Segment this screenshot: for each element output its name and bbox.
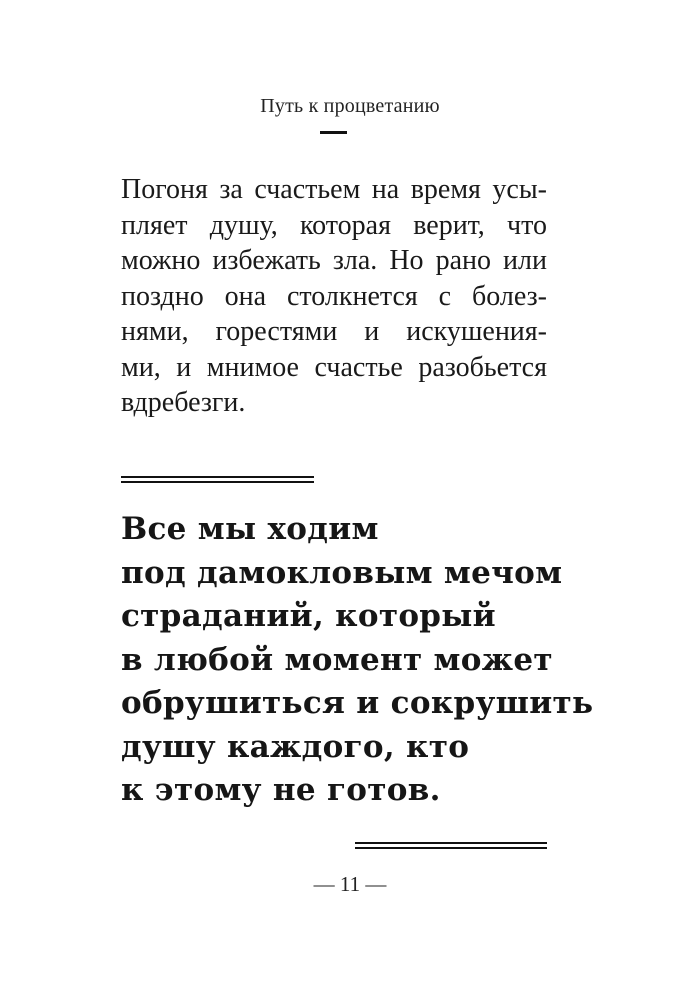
paragraph-line: вдребезги. — [121, 387, 246, 418]
pull-quote — [121, 508, 594, 813]
quote-line: в любой момент может — [121, 641, 553, 678]
quote-rule-bottom — [355, 842, 547, 849]
running-head-rule — [320, 131, 347, 134]
page-number: — 11 — — [313, 872, 387, 896]
quote-line: Все мы ходим — [121, 511, 379, 547]
running-head: Путь к процветанию — [260, 95, 440, 117]
quote-line: душу каждого, кто — [121, 728, 470, 765]
paragraph-line: пляет душу, которая верит, что — [121, 209, 547, 241]
paragraph-line: ми, и мнимое счастье разобьется — [121, 351, 547, 383]
quote-line: обрушиться и сокрушить — [121, 685, 594, 721]
quote-line: к этому не готов. — [121, 772, 441, 808]
paragraph-line: можно избежать зла. Но рано или — [121, 245, 547, 276]
paragraph-line: поздно она столкнется с болез- — [121, 280, 547, 312]
quote-line: под дамокловым мечом — [121, 554, 563, 591]
paragraph-line: нями, горестями и искушения- — [121, 316, 547, 347]
paragraph-line: Погоня за счастьем на время усы- — [121, 174, 547, 205]
quote-rule-top — [121, 476, 314, 483]
quote-line: страданий, который — [121, 598, 496, 634]
body-paragraph — [121, 172, 547, 421]
